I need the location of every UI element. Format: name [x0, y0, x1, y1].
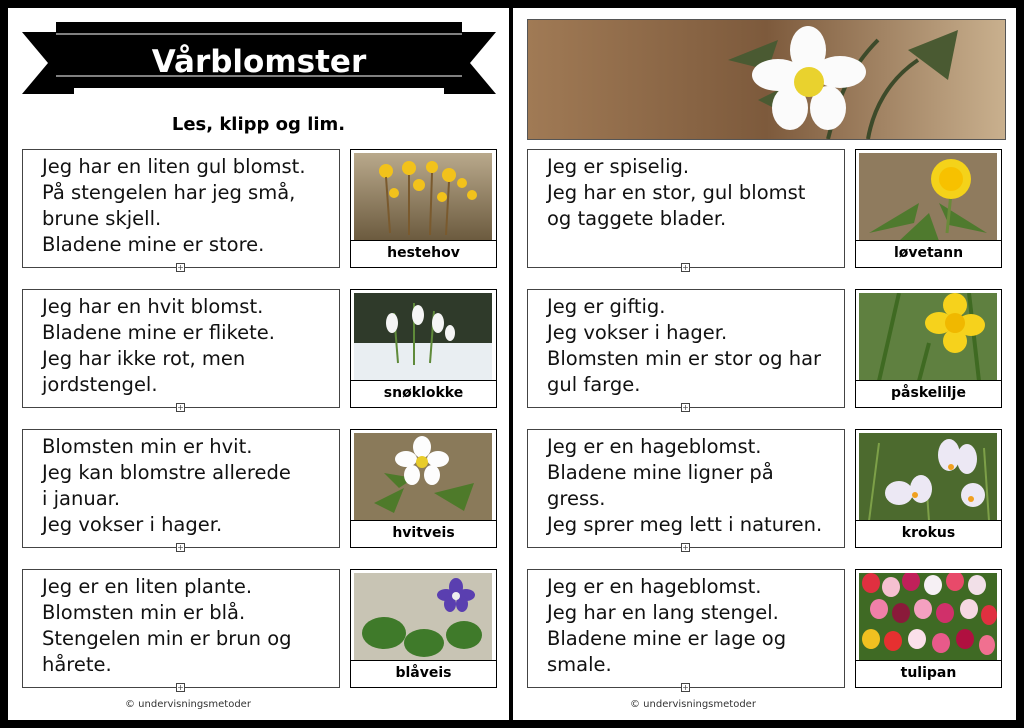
copyright-footer: © undervisningsmetoder: [125, 699, 251, 710]
riddle-line: Jeg er en hageblomst.: [547, 575, 762, 598]
riddle-line: Jeg vokser i hager.: [42, 513, 223, 536]
dandelion-photo: [859, 153, 997, 241]
flower-card-blaveis[interactable]: [350, 569, 497, 688]
hepatica-photo: [354, 573, 492, 661]
wood-anemone-photo: [354, 433, 492, 521]
riddle-line: Blomsten min er stor og har: [547, 347, 822, 370]
anemone-header-photo: [527, 19, 1006, 140]
flower-label: hestehov: [351, 240, 496, 267]
riddle-line: Jeg har en hvit blomst.: [42, 295, 264, 318]
riddle-line: Bladene mine er store.: [42, 233, 265, 256]
riddle-line: Jeg har ikke rot, men: [42, 347, 246, 370]
flower-label: hvitveis: [351, 520, 496, 547]
riddle-line: gress.: [547, 487, 606, 510]
page-title: Vårblomster: [151, 44, 367, 80]
riddle-text-box[interactable]: [22, 149, 340, 272]
riddle-line: Bladene mine er lage og: [547, 627, 787, 650]
riddle-line: og taggete blader.: [547, 207, 727, 230]
riddle-line: Jeg kan blomstre allerede: [42, 461, 291, 484]
flower-label: snøklokke: [351, 380, 496, 407]
riddle-text-box[interactable]: [527, 569, 845, 692]
snowdrop-photo: [354, 293, 492, 381]
flower-card-paskelilje[interactable]: [855, 289, 1002, 408]
riddle-line: Bladene mine ligner på: [547, 461, 774, 484]
riddle-text-box[interactable]: [527, 149, 845, 272]
riddle-text-box[interactable]: [22, 569, 340, 692]
flower-label: påskelilje: [856, 380, 1001, 407]
flower-card-snoklokke[interactable]: [350, 289, 497, 408]
riddle-line: brune skjell.: [42, 207, 162, 230]
tulip-photo: [859, 573, 997, 661]
riddle-text-box[interactable]: [527, 289, 845, 412]
title-banner: [22, 18, 496, 104]
right-worksheet-page: [513, 8, 1016, 720]
riddle-line: Jeg har en lang stengel.: [547, 601, 779, 624]
riddle-line: Jeg vokser i hager.: [547, 321, 728, 344]
riddle-line: hårete.: [42, 653, 112, 676]
riddle-line: På stengelen har jeg små,: [42, 181, 296, 204]
copyright-footer: © undervisningsmetoder: [630, 699, 756, 710]
instructions-subtitle: Les, klipp og lim.: [171, 114, 346, 135]
flower-card-tulipan[interactable]: [855, 569, 1002, 688]
crocus-photo: [859, 433, 997, 521]
riddle-line: Blomsten min er blå.: [42, 601, 246, 624]
riddle-line: Jeg er spiselig.: [547, 155, 690, 178]
flower-label: krokus: [856, 520, 1001, 547]
cut-mark-icon: +: [682, 263, 689, 272]
coltsfoot-photo: [354, 153, 492, 241]
riddle-line: Jeg har en stor, gul blomst: [547, 181, 806, 204]
riddle-line: Blomsten min er hvit.: [42, 435, 253, 458]
cut-mark-icon: +: [177, 403, 184, 412]
riddle-line: Jeg sprer meg lett i naturen.: [547, 513, 823, 536]
flower-card-lovetann[interactable]: [855, 149, 1002, 268]
daffodil-photo: [859, 293, 997, 381]
cut-mark-icon: +: [682, 403, 689, 412]
flower-label: løvetann: [856, 240, 1001, 267]
riddle-line: gul farge.: [547, 373, 641, 396]
flower-card-hestehov[interactable]: [350, 149, 497, 268]
cut-mark-icon: +: [177, 543, 184, 552]
cut-mark-icon: +: [177, 683, 184, 692]
flower-label: blåveis: [351, 660, 496, 687]
flower-card-hvitveis[interactable]: [350, 429, 497, 548]
riddle-line: Jeg er giftig.: [547, 295, 666, 318]
left-worksheet-page: [8, 8, 509, 720]
flower-label: tulipan: [856, 660, 1001, 687]
riddle-text-box[interactable]: [22, 429, 340, 552]
riddle-line: jordstengel.: [42, 373, 158, 396]
riddle-line: Stengelen min er brun og: [42, 627, 292, 650]
riddle-line: smale.: [547, 653, 612, 676]
flower-card-krokus[interactable]: [855, 429, 1002, 548]
riddle-line: i januar.: [42, 487, 121, 510]
cut-mark-icon: +: [682, 543, 689, 552]
cut-mark-icon: +: [682, 683, 689, 692]
riddle-line: Jeg er en liten plante.: [42, 575, 253, 598]
riddle-line: Jeg har en liten gul blomst.: [42, 155, 306, 178]
cut-mark-icon: +: [177, 263, 184, 272]
riddle-line: Jeg er en hageblomst.: [547, 435, 762, 458]
riddle-text-box[interactable]: [22, 289, 340, 412]
riddle-text-box[interactable]: [527, 429, 845, 552]
riddle-line: Bladene mine er flikete.: [42, 321, 275, 344]
